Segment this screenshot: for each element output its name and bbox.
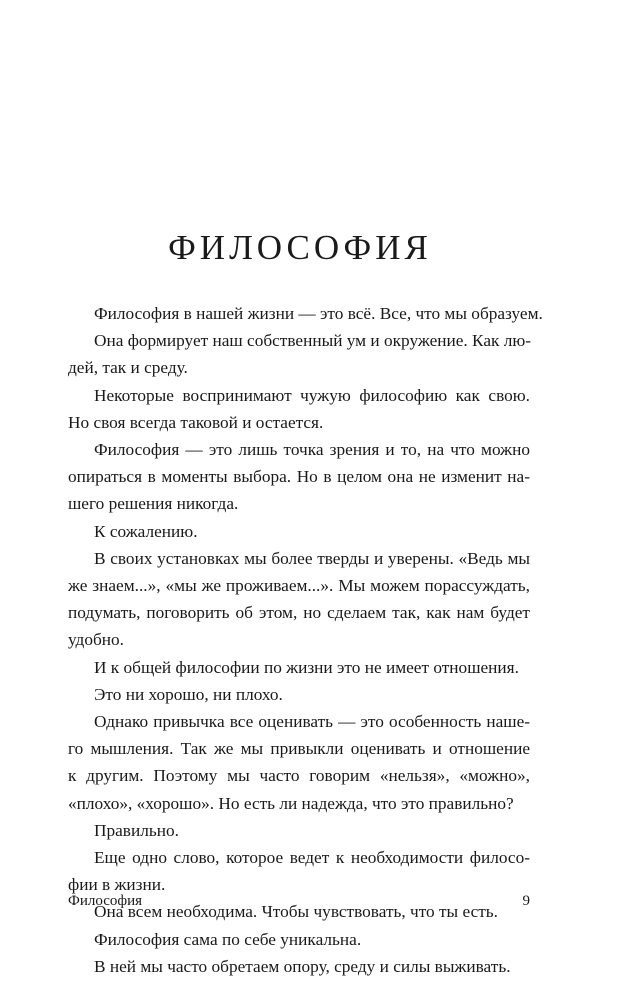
page-number: 9 — [522, 893, 530, 909]
text-line: удобно. — [68, 630, 124, 650]
text-line: Еще одно слово, которое ведет к необходимости филосо- — [94, 848, 530, 868]
text-line: го мышления. Так же мы привыкли оценивать и отношение — [68, 739, 530, 759]
paragraph — [68, 518, 530, 545]
text-line: Философия — это лишь точка зрения и то, на что можно — [94, 440, 530, 460]
text-line: И к общей философии по жизни это не имеет отношения. — [94, 657, 519, 677]
paragraph — [68, 436, 530, 518]
paragraph — [68, 708, 530, 817]
paragraph — [68, 300, 543, 327]
text-line: «плохо», «хорошо». Но есть ли надежда, что это правильно? — [68, 793, 514, 813]
text-line: Некоторые воспринимают чужую философию как свою. — [94, 385, 530, 405]
text-line: подумать, поговорить об этом, но сделаем так, как нам будет — [68, 603, 530, 623]
paragraph — [68, 382, 530, 436]
text-line: дей, так и среду. — [68, 358, 188, 378]
paragraph — [68, 953, 530, 980]
paragraph — [68, 545, 530, 654]
chapter-title: ФИЛОСОФИЯ — [168, 228, 432, 267]
text-line: шего решения никогда. — [68, 494, 239, 514]
text-line: Философия в нашей жизни — это всё. Все, что мы образуем. — [94, 304, 543, 323]
text-line: же знаем...», «мы же проживаем...». Мы можем порассуждать, — [68, 576, 530, 596]
chapter-body — [68, 300, 543, 980]
text-line: Однако привычка все оценивать — это особенность наше- — [94, 712, 530, 732]
paragraph — [68, 654, 530, 681]
text-line: Правильно. — [94, 820, 179, 840]
running-title: Философия — [68, 893, 143, 909]
text-line: Философия сама по себе уникальна. — [94, 929, 362, 949]
text-line: Она всем необходима. Чтобы чувствовать, что ты есть. — [94, 902, 498, 922]
text-line: Это ни хорошо, ни плохо. — [94, 684, 283, 704]
paragraph — [68, 681, 530, 708]
paragraph — [68, 327, 530, 381]
text-line: К сожалению. — [94, 521, 198, 541]
text-line: В своих установках мы более тверды и уверены. «Ведь мы — [94, 548, 530, 568]
text-line: Она формирует наш собственный ум и окружение. Как лю- — [94, 331, 532, 351]
paragraph — [68, 844, 530, 898]
text-line: фии в жизни. — [68, 875, 166, 895]
paragraph — [68, 926, 530, 953]
text-line: к другим. Поэтому мы часто говорим «нельзя», «можно», — [68, 766, 530, 786]
text-line: В ней мы часто обретаем опору, среду и силы выживать. — [94, 956, 511, 976]
text-line: опираться в моменты выбора. Но в целом она не изменит на- — [68, 467, 530, 487]
paragraph — [68, 817, 530, 844]
text-line: Но своя всегда таковой и остается. — [68, 412, 324, 432]
